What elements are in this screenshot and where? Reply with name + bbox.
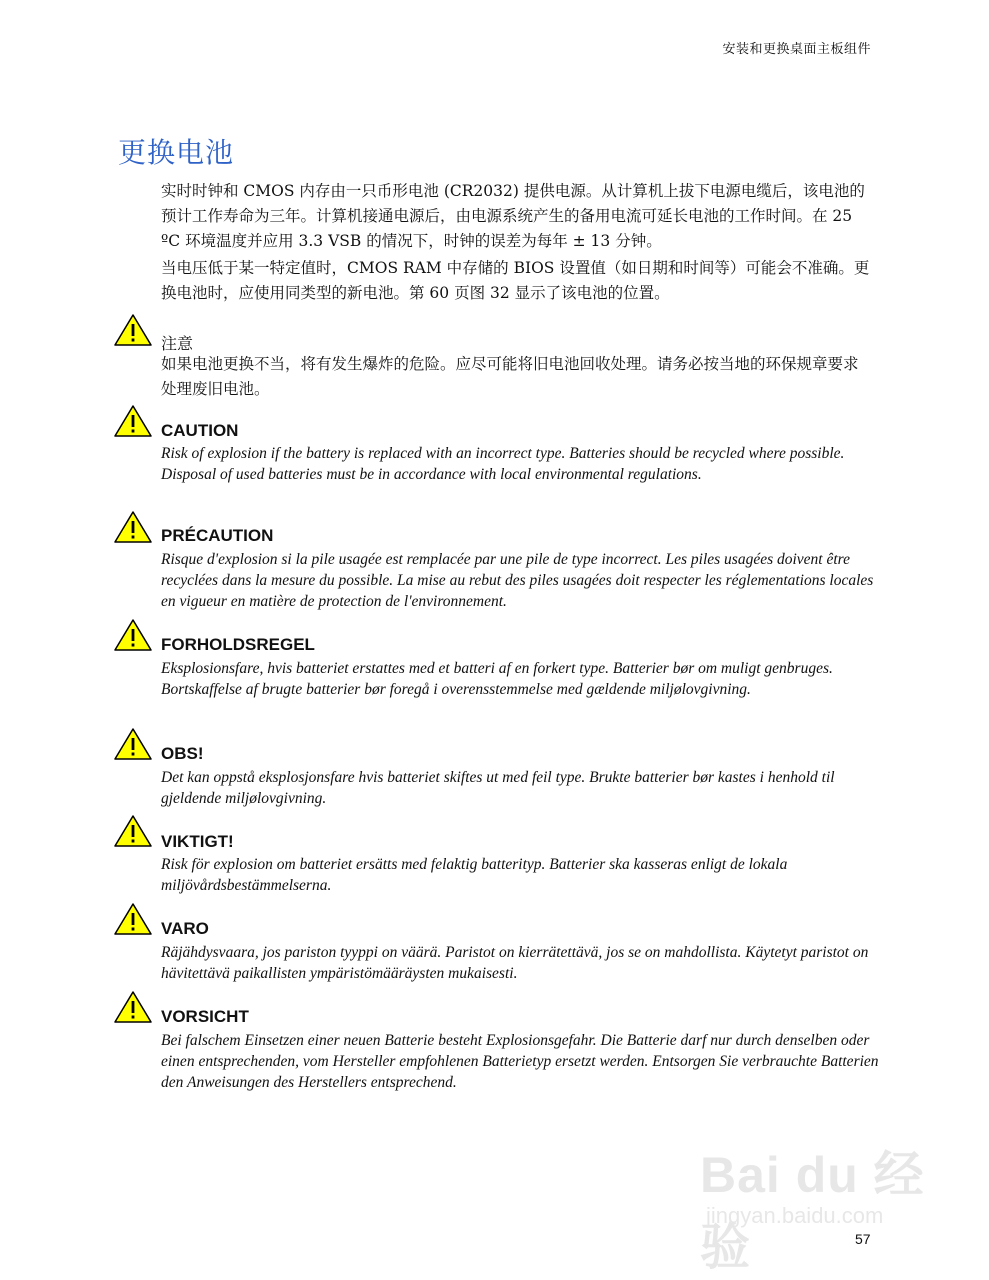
warning-triangle-icon <box>113 313 153 347</box>
warning-heading: VORSICHT <box>161 1007 249 1026</box>
intro-paragraph-1 <box>161 179 873 254</box>
intro-text: 实时时钟和 CMOS 内存由一只币形电池 (CR2032) 提供电源。从计算机上拔下电源电缆后，该电池的预计工作寿命为三年。计算机接通电源后，由电源系统产生的备用电流可延长电池的工作时间。在 25 ºC 环境温度并应用 3.3 VSB 的情况下，时钟的误差为每年 ± 13 分钟。 <box>161 182 865 250</box>
warning-text: Eksplosionsfare, hvis batteriet erstattes med et batteri af en forkert type. Batterier bør om muligt genbruges. Bortskaffelse af brugte batterier bør foregå i overensstemmelse med gældende miljølovgivning. <box>161 660 833 698</box>
watermark-url: jingyan.baidu.com <box>706 1203 884 1228</box>
warning-heading: 注意 <box>161 334 194 353</box>
warning-triangle-icon <box>113 727 153 761</box>
warning-heading: VARO <box>161 919 209 938</box>
warning-heading: PRÉCAUTION <box>161 526 274 545</box>
warning-text: Risque d'explosion si la pile usagée est remplacée par une pile de type incorrect. Les piles usagées doivent être recyclées dans la mesure du possible. La mise au rebut des piles usagées doit respecter les réglementations locales en vigueur en matière de protection de l'environnement. <box>161 551 874 610</box>
warning-heading: FORHOLDSREGEL <box>161 635 315 654</box>
page-number: 57 <box>855 1231 871 1247</box>
intro-paragraph-2 <box>161 256 873 306</box>
warning-triangle-icon <box>113 618 153 652</box>
warning-heading: OBS! <box>161 744 204 763</box>
warning-triangle-icon <box>113 814 153 848</box>
warning-heading: CAUTION <box>161 421 239 440</box>
warning-heading: VIKTIGT! <box>161 832 234 851</box>
running-header: 安装和更换桌面主板组件 <box>722 42 871 57</box>
baidu-watermark <box>700 1125 940 1275</box>
warning-text: Bei falschem Einsetzen einer neuen Batterie besteht Explosionsgefahr. Die Batterie darf nur durch denselben oder einen entsprechenden, vom Hersteller empfohlenen Batterietyp ersetzt werden. Entsorgen Sie verbrauchte Batterien den Anweisungen des Herstellers entsprechend. <box>161 1032 879 1091</box>
warning-text: Räjähdysvaara, jos pariston tyyppi on väärä. Paristot on kierrätettävä, jos se on mahdollista. Käytetyt paristot on hävitettävä paikallisten ympäristömääräysten mukaisesti. <box>161 944 869 982</box>
warning-triangle-icon <box>113 404 153 438</box>
warning-text: Risk för explosion om batteriet ersätts med felaktig batterityp. Batterier ska kasseras enligt de lokala miljövårdsbestämmelserna. <box>161 856 788 894</box>
warning-text: 如果电池更换不当，将有发生爆炸的危险。应尽可能将旧电池回收处理。请务必按当地的环保规章要求处理废旧电池。 <box>161 355 859 398</box>
warning-triangle-icon <box>113 902 153 936</box>
page-title: 更换电池 <box>118 136 235 169</box>
warning-text: Risk of explosion if the battery is replaced with an incorrect type. Batteries should be recycled where possible. Disposal of used batteries must be in accordance with local environmental regulations. <box>161 445 845 483</box>
warning-triangle-icon <box>113 990 153 1024</box>
intro-text: 当电压低于某一特定值时，CMOS RAM 中存储的 BIOS 设置值（如日期和时间等）可能会不准确。更换电池时，应使用同类型的新电池。第 60 页图 32 显示了该电池的位置。 <box>161 259 870 302</box>
warning-triangle-icon <box>113 510 153 544</box>
watermark-logo-text: Bai du 经验 <box>700 1147 925 1275</box>
warning-text: Det kan oppstå eksplosjonsfare hvis batteriet skiftes ut med feil type. Brukte batterier bør kastes i henhold til gjeldende miljølovgivning. <box>161 769 835 807</box>
